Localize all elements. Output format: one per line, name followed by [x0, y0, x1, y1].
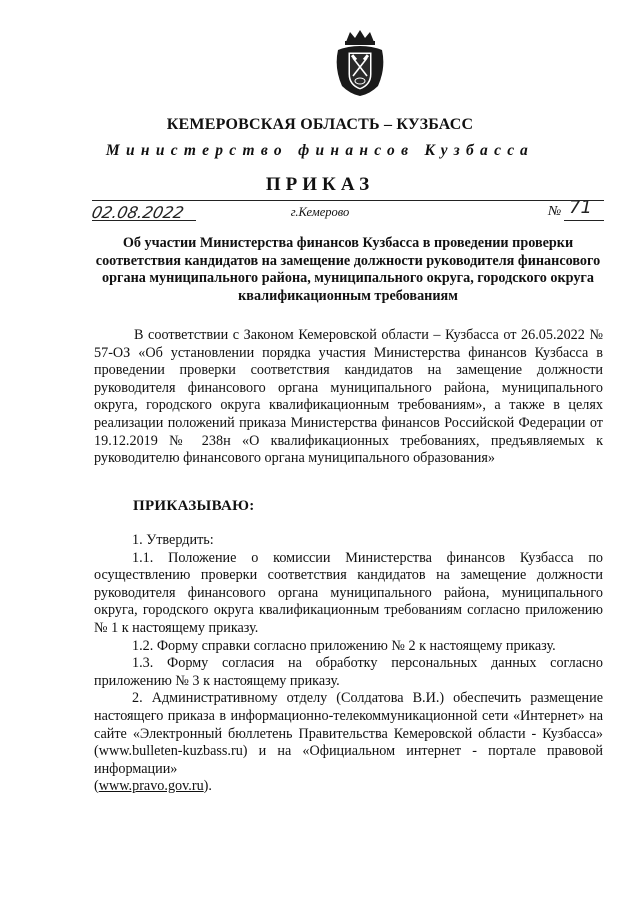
item-1-1: 1.1. Положение о комиссии Министерства финансов Кузбасса по осуществлению проверки соответствия кандидатов на замещение должности руководителя финансового органа муниципального района, муниципального округа, городского округа квалификационным требованиям согласно приложению № 1 к настоящему приказу.	[94, 549, 603, 636]
date-underline	[92, 220, 196, 221]
item-1-3: 1.3. Форму согласия на обработку персональных данных согласно приложению № 3 к настоящему приказу.	[94, 655, 603, 689]
pravo-link-open: (	[94, 778, 99, 795]
order-date: 02.08.2022	[89, 203, 186, 222]
region-title: КЕМЕРОВСКАЯ ОБЛАСТЬ – КУЗБАСС	[166, 116, 474, 133]
item-1: 1. Утвердить:	[132, 532, 214, 548]
order-number: 71	[569, 197, 592, 218]
pravo-gov-link[interactable]: www.pravo.gov.ru	[98, 778, 204, 795]
item-2-text: 2. Административному отделу (Солдатова В.И.) обеспечить размещение настоящего приказа в информационно-телекоммуникационной сети «Интернет» на сайте «Электронный бюллетень Правительства Кемеровской области - Кузбасса» (www.bulleten-kuzbass.ru) и на «Официальном интернет - портале правовой информации»	[94, 690, 603, 777]
order-subject: Об участии Министерства финансов Кузбасса в проведении проверки соответствия кандидатов на замещение должности руководителя финансового органа муниципального района, муниципального округа, городского округа квалификационным требованиям	[95, 235, 601, 304]
ministry-name: Министерство финансов Кузбасса	[105, 142, 535, 159]
header-divider	[92, 200, 604, 201]
pravo-link-close: ).	[203, 778, 212, 795]
item-1-2: 1.2. Форму справки согласно приложению № 2 к настоящему приказу.	[132, 637, 556, 654]
resolve-heading: ПРИКАЗЫВАЮ:	[133, 498, 255, 514]
number-underline	[564, 220, 604, 221]
order-items	[94, 532, 603, 796]
order-title: ПРИКАЗ	[265, 174, 375, 195]
kemerovo-coat-of-arms-icon	[332, 28, 388, 98]
item-2	[94, 690, 603, 796]
preamble-paragraph: В соответствии с Законом Кемеровской области – Кузбасса от 26.05.2022 № 57-ОЗ «Об установлении порядка участия Министерства финансов Кузбасса в проведении проверки соответствия кандидатов на замещение должности руководителя финансового органа муниципального района, муниципального округа, городского округа квалификационным требованиям», а также в целях реализации положений приказа Министерства финансов Российской Федерации от 19.12.2019 № 238н «О квалификационных требованиях, предъявляемых к руководителю финансового органа муниципального образования»	[94, 327, 603, 467]
number-sign: №	[548, 204, 562, 219]
order-city: г.Кемерово	[290, 205, 350, 219]
